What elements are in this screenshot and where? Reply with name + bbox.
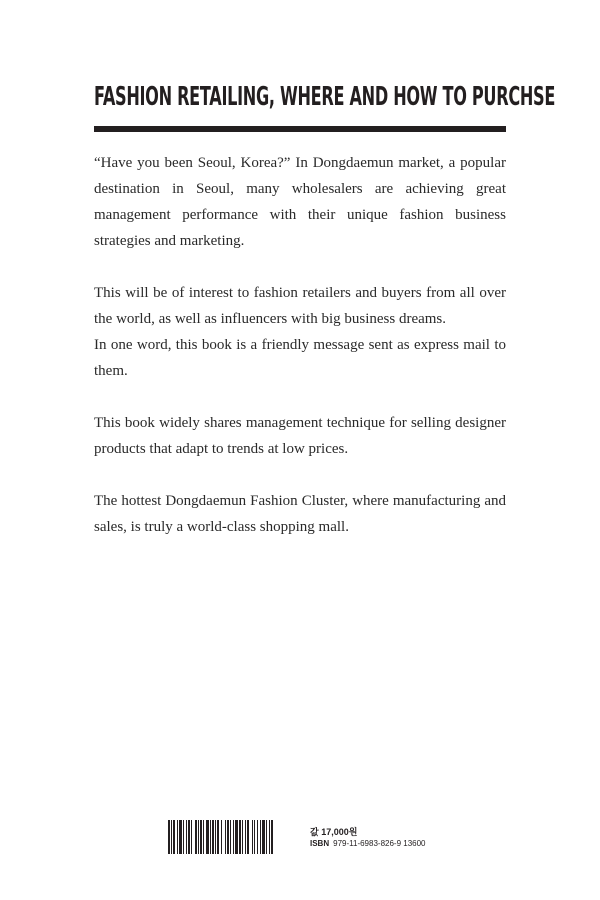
paragraph-group-audience (94, 280, 506, 384)
price-label: 값 17,000원 (310, 827, 358, 837)
barcode-bar (177, 820, 178, 854)
barcode-bar (191, 820, 192, 854)
barcode-bar (239, 820, 241, 854)
barcode-bar (179, 820, 182, 854)
barcode-bar (168, 820, 170, 854)
isbn-barcode (168, 820, 304, 854)
barcode-bar (235, 820, 238, 854)
barcode-bar (260, 820, 261, 854)
isbn-label: ISBN (310, 839, 330, 848)
barcode-bar (230, 820, 231, 854)
barcode-bar (212, 820, 214, 854)
barcode-bar (225, 820, 226, 854)
paragraph-message: In one word, this book is a friendly message sent as express mail to them. (94, 337, 506, 379)
barcode-bar (271, 820, 273, 854)
isbn-number: 979-11-6983-826-9 13600 (333, 839, 426, 848)
barcode-bar (269, 820, 270, 854)
paragraph-cluster: The hottest Dongdaemun Fashion Cluster, where manufacturing and sales, is truly a world-class shopping mall. (94, 493, 506, 535)
barcode-bar (183, 820, 184, 854)
barcode-bar (188, 820, 190, 854)
barcode-bar (210, 820, 211, 854)
isbn-line (310, 838, 426, 850)
barcode-bar (252, 820, 253, 854)
barcode-bar (217, 820, 219, 854)
barcode-bar (200, 820, 202, 854)
barcode-bar (173, 820, 175, 854)
barcode-bar (198, 820, 199, 854)
barcode-bar (171, 820, 172, 854)
barcode-bar (257, 820, 258, 854)
barcode-bar (195, 820, 197, 854)
book-title: FASHION RETAILING, WHERE AND HOW TO PURCHSE (94, 82, 556, 112)
title-underline-rule (94, 126, 506, 132)
barcode-bar (186, 820, 187, 854)
barcode-bar (215, 820, 216, 854)
barcode-bar (254, 820, 255, 854)
price-isbn-block (310, 826, 426, 850)
barcode-bar (206, 820, 209, 854)
barcode-bar (266, 820, 267, 854)
blurb-text (94, 150, 506, 566)
barcode-bar (233, 820, 234, 854)
paragraph-technique: This book widely shares management technique for selling designer products that adapt to trends at low prices. (94, 415, 506, 457)
paragraph-intro: “Have you been Seoul, Korea?” In Dongdaemun market, a popular destination in Seoul, many wholesalers are achieving great management performance with their unique fashion business strategies and marketing. (94, 155, 506, 249)
barcode-bar (227, 820, 229, 854)
barcode-bar (242, 820, 243, 854)
barcode-bar (262, 820, 265, 854)
barcode-bar (247, 820, 249, 854)
paragraph-audience: This will be of interest to fashion retailers and buyers from all over the world, as well as influencers with big business dreams. (94, 285, 506, 327)
barcode-bar (203, 820, 204, 854)
barcode-bar (245, 820, 246, 854)
barcode-bar (221, 820, 222, 854)
